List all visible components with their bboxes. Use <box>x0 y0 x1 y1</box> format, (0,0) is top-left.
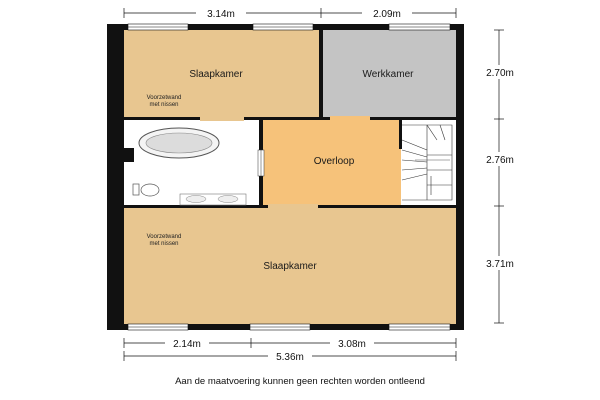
note-bottom-line1: Voorzetwand <box>146 234 182 240</box>
door-study <box>330 116 370 121</box>
door-top-bedroom <box>200 116 244 121</box>
note-top-line2: met nissen <box>149 102 179 108</box>
wall-study-bedroom <box>319 30 323 119</box>
door-landing-bottom <box>268 204 318 209</box>
dim-bottom-right: 3.08m <box>338 339 366 350</box>
wall-landing-stair <box>399 119 402 149</box>
vanity <box>180 194 246 205</box>
stair-floor <box>401 119 456 206</box>
toilet <box>133 184 159 196</box>
room-label-bedroom-bottom: Slaapkamer <box>263 261 317 272</box>
dim-bottom-left: 2.14m <box>173 339 201 350</box>
wall-under-bedroom <box>124 117 456 120</box>
dim-top-right: 2.09m <box>373 9 401 20</box>
dim-right-middle: 2.76m <box>486 155 514 166</box>
bathtub <box>139 128 219 158</box>
note-top-line1: Voorzetwand <box>146 95 182 101</box>
disclaimer: Aan de maatvoering kunnen geen rechten worden ontleend <box>175 376 425 387</box>
dim-right-top: 2.70m <box>486 68 514 79</box>
note-bottom-line2: met nissen <box>149 241 179 247</box>
bath-wall-stub <box>124 148 134 162</box>
room-label-bedroom-top: Slaapkamer <box>189 69 243 80</box>
dim-bottom-total: 5.36m <box>276 352 304 363</box>
room-label-study: Werkkamer <box>362 69 414 80</box>
wall-right <box>456 24 464 330</box>
dim-right-bottom: 3.71m <box>486 259 514 270</box>
wall-left <box>107 24 124 330</box>
dim-top-left: 3.14m <box>207 9 235 20</box>
room-label-landing: Overloop <box>313 156 355 167</box>
